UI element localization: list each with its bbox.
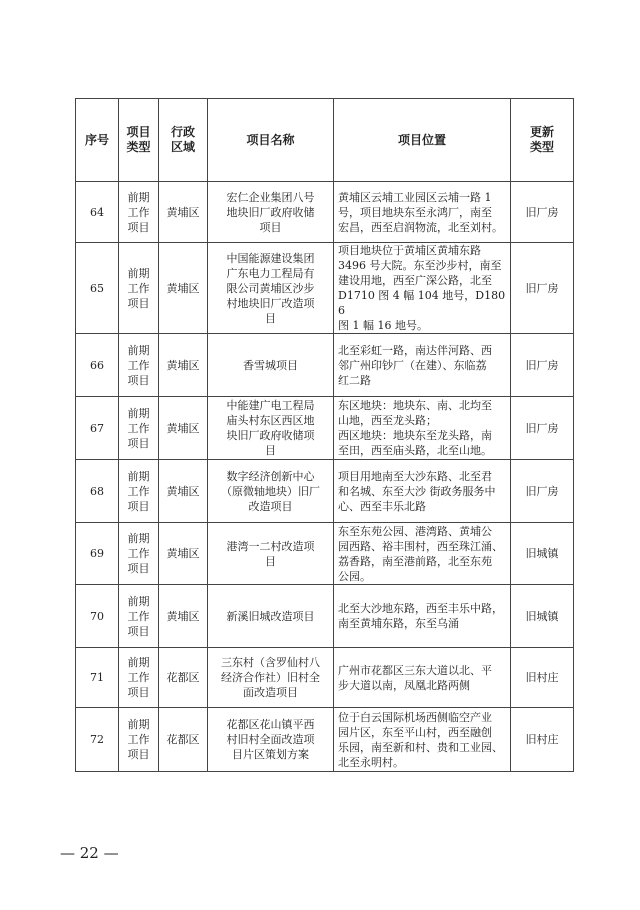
update-type-cell: 旧厂房: [511, 243, 574, 334]
row-number-cell: 68: [76, 460, 119, 523]
update-type-cell: 旧厂房: [511, 460, 574, 523]
project-location-cell: 位于白云国际机场西侧临空产业 园片区，东至平山村，西至融创 乐园，南至新和村、贵和工业园、 北至永明村。: [334, 708, 511, 772]
row-number-cell: 67: [76, 397, 119, 460]
update-type-cell: 旧城镇: [511, 523, 574, 585]
project-type-cell: 前期 工作 项目: [119, 182, 159, 243]
district-cell: 花都区: [159, 648, 208, 708]
project-location-cell: 北至彩虹一路，南达伴河路、西 邻广州印钞厂（在建）、东临荔 红二路: [334, 334, 511, 397]
project-name-cell: 花都区花山镇平西 村旧村全面改造项 目片区策划方案: [208, 708, 334, 772]
project-type-cell: 前期 工作 项目: [119, 648, 159, 708]
row-number-cell: 64: [76, 182, 119, 243]
project-name-cell: 新溪旧城改造项目: [208, 585, 334, 648]
district-cell: 黄埔区: [159, 334, 208, 397]
table-row: [76, 648, 574, 708]
update-type-cell: 旧厂房: [511, 182, 574, 243]
page-number: — 22 —: [60, 844, 119, 862]
header-no: 序号: [76, 99, 119, 182]
district-cell: 黄埔区: [159, 523, 208, 585]
table-header-row: [76, 99, 574, 182]
row-number-cell: 72: [76, 708, 119, 772]
district-cell: 黄埔区: [159, 182, 208, 243]
project-type-cell: 前期 工作 项目: [119, 585, 159, 648]
project-type-cell: 前期 工作 项目: [119, 243, 159, 334]
row-number-cell: 70: [76, 585, 119, 648]
project-location-cell: 项目地块位于黄埔区黄埔东路 3496 号大院。东至沙步村，南至 建设用地，西至广深公路，北至 D1710 图 4 幅 104 地号，D1806 图 1 幅 16 地号。: [334, 243, 511, 334]
district-cell: 黄埔区: [159, 460, 208, 523]
district-cell: 花都区: [159, 708, 208, 772]
table-row: [76, 397, 574, 460]
district-cell: 黄埔区: [159, 585, 208, 648]
project-name-cell: 香雪城项目: [208, 334, 334, 397]
project-location-cell: 北至大沙地东路，西至丰乐中路， 南至黄埔东路，东至乌涌: [334, 585, 511, 648]
project-name-cell: 港湾一二村改造项 目: [208, 523, 334, 585]
table-row: [76, 585, 574, 648]
project-name-cell: 三东村（含罗仙村八 经济合作社）旧村全 面改造项目: [208, 648, 334, 708]
project-name-cell: 中能建广电工程局 庙头村东区西区地 块旧厂政府收储项 目: [208, 397, 334, 460]
row-number-cell: 66: [76, 334, 119, 397]
district-cell: 黄埔区: [159, 243, 208, 334]
table-row: [76, 460, 574, 523]
table-row: [76, 243, 574, 334]
project-location-cell: 黄埔区云埔工业园区云埔一路 1 号，项目地块东至永鸿厂，南至 宏昌，西至启润物流，北至刘村。: [334, 182, 511, 243]
district-cell: 黄埔区: [159, 397, 208, 460]
table-row: [76, 182, 574, 243]
table-row: [76, 708, 574, 772]
header-district: 行政 区域: [159, 99, 208, 182]
project-type-cell: 前期 工作 项目: [119, 397, 159, 460]
project-name-cell: 宏仁企业集团八号 地块旧厂政府收储 项目: [208, 182, 334, 243]
header-type: 项目 类型: [119, 99, 159, 182]
row-number-cell: 65: [76, 243, 119, 334]
header-name: 项目名称: [208, 99, 334, 182]
project-location-cell: 东至东苑公园、港湾路、黄埔公 园西路、裕丰围村，西至珠江涌、 荔香路，南至港前路，北至东苑 公园。: [334, 523, 511, 585]
project-type-cell: 前期 工作 项目: [119, 460, 159, 523]
project-name-cell: 数字经济创新中心 （原微轴地块）旧厂 改造项目: [208, 460, 334, 523]
update-type-cell: 旧村庄: [511, 648, 574, 708]
project-type-cell: 前期 工作 项目: [119, 523, 159, 585]
row-number-cell: 69: [76, 523, 119, 585]
project-location-cell: 东区地块：地块东、南、北均至 山地，西至龙头路； 西区地块：地块东至龙头路，南 至田，西至庙头路，北至山地。: [334, 397, 511, 460]
header-update-type: 更新 类型: [511, 99, 574, 182]
update-type-cell: 旧村庄: [511, 708, 574, 772]
project-location-cell: 项目用地南至大沙东路、北至君 和名城、东至大沙 街政务服务中 心、西至丰乐北路: [334, 460, 511, 523]
project-type-cell: 前期 工作 项目: [119, 334, 159, 397]
row-number-cell: 71: [76, 648, 119, 708]
page-content: [60, 98, 573, 862]
update-type-cell: 旧厂房: [511, 334, 574, 397]
table-row: [76, 334, 574, 397]
header-location: 项目位置: [334, 99, 511, 182]
table-row: [76, 523, 574, 585]
project-location-cell: 广州市花都区三东大道以北、平 步大道以南，凤凰北路两侧: [334, 648, 511, 708]
update-type-cell: 旧厂房: [511, 397, 574, 460]
update-type-cell: 旧城镇: [511, 585, 574, 648]
project-name-cell: 中国能源建设集团 广东电力工程局有 限公司黄埔区沙步 村地块旧厂改造项 目: [208, 243, 334, 334]
project-table: [75, 98, 574, 772]
project-type-cell: 前期 工作 项目: [119, 708, 159, 772]
